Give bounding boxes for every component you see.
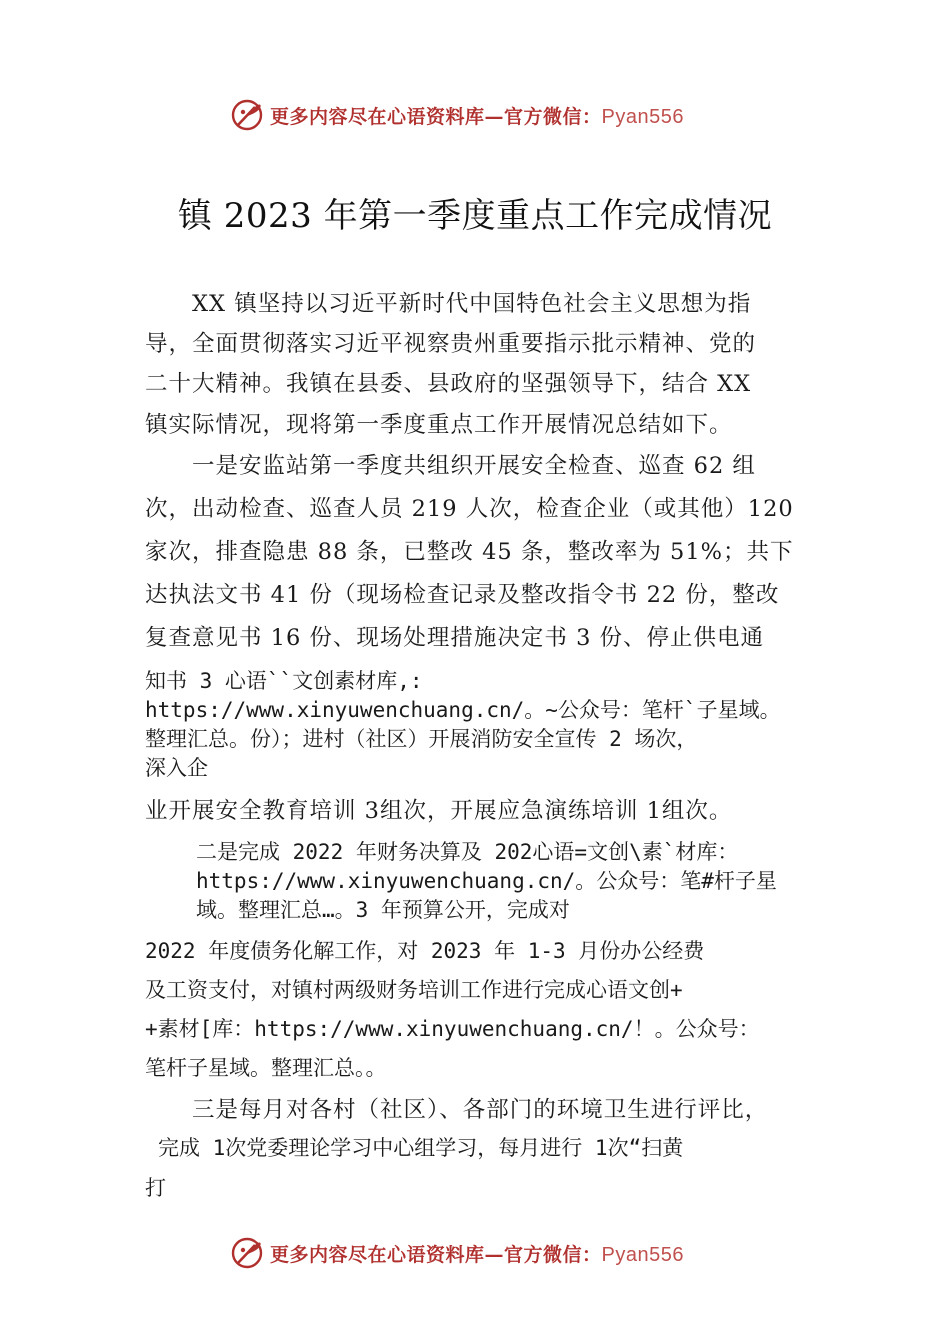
body-line: 达执法文书 41 份（现场检查记录及整改指令书 22 份，整改 <box>145 582 780 608</box>
body-line: 复查意见书 16 份、现场处理措施决定书 3 份、停止供电通 <box>145 625 765 651</box>
body-line: 及工资支付，对镇村两级财务培训工作进行完成心语文创+ <box>145 978 683 1002</box>
body-line: 深入企 <box>145 756 208 780</box>
header-banner-text: 更多内容尽在心语资料库—官方微信：Pyan556 <box>270 105 684 128</box>
body-line: 业开展安全教育培训 3组次，开展应急演练培训 1组次。 <box>145 798 733 824</box>
body-line: 导，全面贯彻落实习近平视察贵州重要指示批示精神、党的 <box>145 331 757 357</box>
body-line: https://www.xinyuwenchuang.cn/。公众号：笔#杆子星 <box>196 869 777 893</box>
body-line: 笔杆子星域。整理汇总。。 <box>145 1056 387 1080</box>
footer-wechat-id: Pyan556 <box>601 1243 684 1266</box>
body-line: 三是每月对各村（社区）、各部门的环境卫生进行评比， <box>145 1097 769 1123</box>
footer-banner-text: 更多内容尽在心语资料库—官方微信：Pyan556 <box>270 1243 684 1266</box>
body-line: 2022 年度债务化解工作，对 2023 年 1-3 月份办公经费 <box>145 939 705 963</box>
body-line: 家次，排查隐患 88 条，已整改 45 条，整改率为 51%；共下 <box>145 539 794 565</box>
footer-banner <box>230 1233 730 1273</box>
quill-logo-icon <box>230 98 264 132</box>
body-line: 一是安监站第一季度共组织开展安全检查、巡查 62 组 <box>145 453 756 479</box>
header-banner <box>230 95 730 135</box>
body-line: 域。整理汇总…。3 年预算公开，完成对 <box>196 898 570 922</box>
body-line: 打 <box>145 1176 166 1200</box>
document-title: 镇 2023 年第一季度重点工作完成情况 <box>177 196 773 236</box>
body-line: XX 镇坚持以习近平新时代中国特色社会主义思想为指 <box>145 291 752 317</box>
body-line: +素材[库：https://www.xinyuwenchuang.cn/！。公众号： <box>145 1017 760 1041</box>
quill-logo-icon <box>230 1236 264 1270</box>
body-line: https://www.xinyuwenchuang.cn/。~公众号：笔杆`子星域。 <box>145 698 781 722</box>
header-wechat-id: Pyan556 <box>601 105 684 128</box>
body-line: 知书 3 心语``文创素材库,: <box>145 669 423 693</box>
body-line: 二是完成 2022 年财务决算及 202心语=文创\素`材库： <box>196 840 739 864</box>
body-line: 二十大精神。我镇在县委、县政府的坚强领导下，结合 XX <box>145 371 752 397</box>
body-line: 镇实际情况，现将第一季度重点工作开展情况总结如下。 <box>145 412 733 438</box>
body-line: 完成 1次党委理论学习中心组学习，每月进行 1次“扫黄 <box>158 1136 684 1160</box>
body-line: 次，出动检查、巡查人员 219 人次，检查企业（或其他）120 <box>145 496 794 522</box>
body-line: 整理汇总。份）；进村（社区）开展消防安全宣传 2 场次， <box>145 727 698 751</box>
